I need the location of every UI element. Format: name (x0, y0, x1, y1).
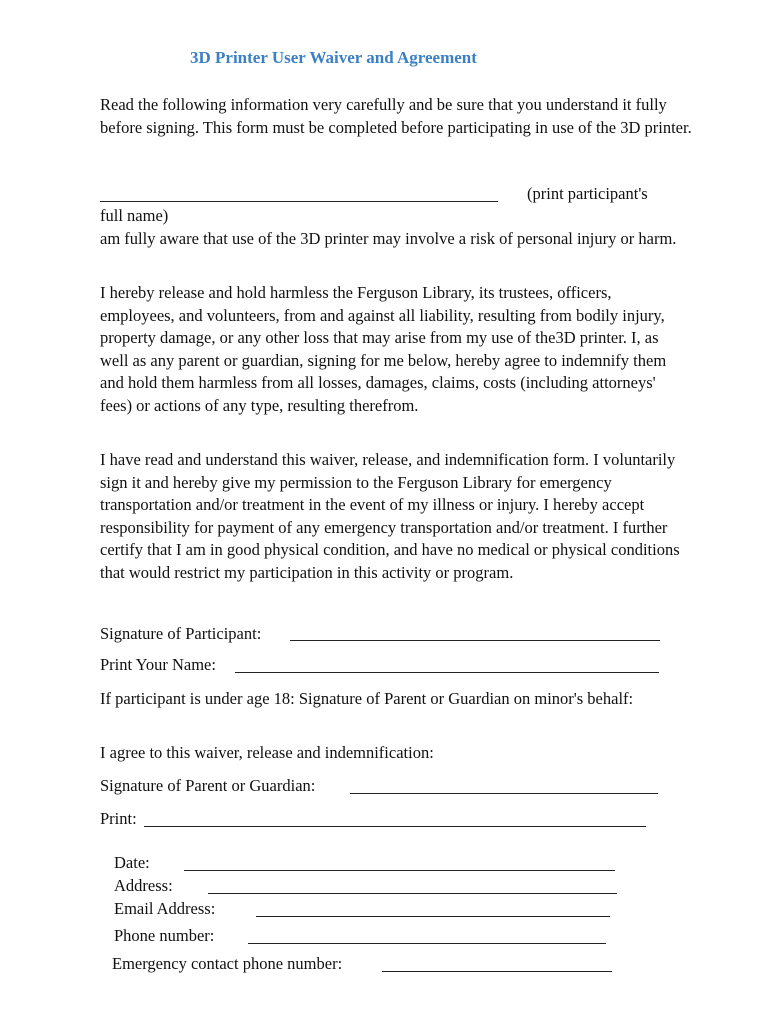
participant-name-line[interactable] (100, 201, 498, 202)
print-label: Print: (100, 809, 137, 828)
form-title: 3D Printer User Waiver and Agreement (190, 48, 477, 67)
name-hint: (print participant's (527, 184, 648, 203)
signature-parent-label: Signature of Parent or Guardian: (100, 776, 316, 795)
awareness-paragraph: am fully aware that use of the 3D printer may involve a risk of personal injury or harm. (100, 229, 677, 248)
name-hint-continued: full name) (100, 206, 169, 225)
signature-parent-line[interactable] (350, 793, 658, 794)
email-label: Email Address: (114, 899, 216, 918)
print-line[interactable] (144, 826, 646, 827)
agree-label: I agree to this waiver, release and indemnification: (100, 743, 434, 762)
consent-paragraph: I have read and understand this waiver, release, and indemnification form. I voluntarily sign it and hereby give my permission to the Ferguson Library for emergency transportation and/or treatment in the event of my illness or injury. I hereby accept responsibility for payment of any emergency transportation and/or treatment. I further certify that I am in good physical condition, and have no medical or physical conditions that would restrict my participation in this activity or program. (100, 450, 680, 582)
release-paragraph: I hereby release and hold harmless the Ferguson Library, its trustees, officers, employees, and volunteers, from and against all liability, resulting from bodily injury, property damage, or any other loss that may arise from my use of the3D printer. I, as well as any parent or guardian, signing for me below, hereby agree to indemnify them and hold them harmless from all losses, damages, claims, costs (including attorneys' fees) or actions of any type, resulting therefrom. (100, 283, 667, 415)
phone-label: Phone number: (114, 926, 215, 945)
emergency-phone-line[interactable] (382, 971, 612, 972)
signature-participant-line[interactable] (290, 640, 660, 641)
date-label: Date: (114, 853, 150, 872)
address-line[interactable] (208, 893, 617, 894)
email-line[interactable] (256, 916, 610, 917)
print-name-label: Print Your Name: (100, 655, 216, 674)
intro-paragraph: Read the following information very carefully and be sure that you understand it fully before signing. This form must be completed before participating in use of the 3D printer. (100, 95, 692, 137)
address-label: Address: (114, 876, 173, 895)
phone-line[interactable] (248, 943, 606, 944)
signature-participant-label: Signature of Participant: (100, 624, 262, 643)
emergency-phone-label: Emergency contact phone number: (112, 954, 343, 973)
minor-note: If participant is under age 18: Signature of Parent or Guardian on minor's behalf: (100, 689, 634, 708)
print-name-line[interactable] (235, 672, 659, 673)
date-line[interactable] (184, 870, 615, 871)
